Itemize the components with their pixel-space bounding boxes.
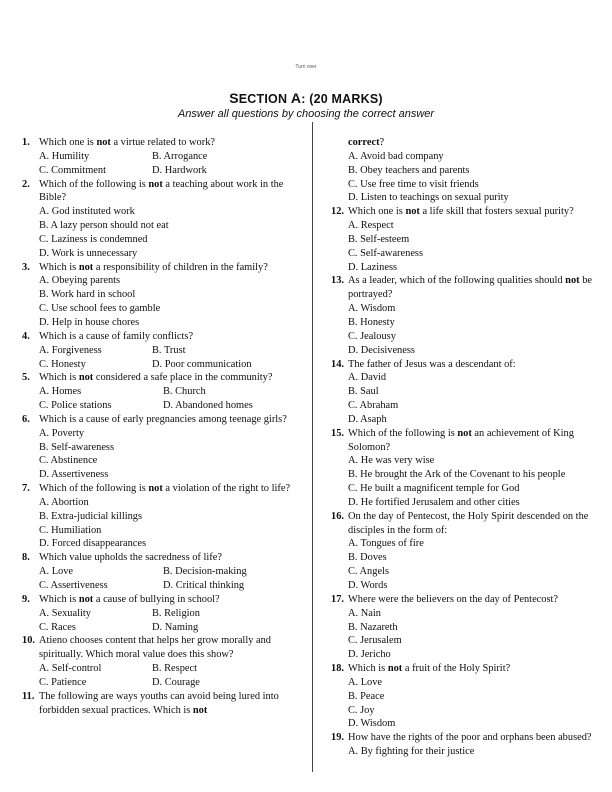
question-6: 6. Which is a cause of early pregnancies among teenage girls? A. Poverty B. Self-awareness C. Abstinence D. Assertiveness	[22, 413, 300, 482]
option: C. Jealousy	[348, 330, 396, 342]
option: A. Tongues of fire	[348, 538, 424, 550]
option: C. Jerusalem	[348, 635, 402, 647]
left-column	[22, 136, 300, 717]
section-title: SECTION A: (20 MARKS)	[229, 90, 383, 106]
option: D. Poor communication	[152, 358, 252, 370]
option: C. Abraham	[348, 400, 399, 412]
question-4: 4. Which is a cause of family conflicts? A. Forgiveness B. Trust C. Honesty D. Poor communication	[22, 330, 300, 372]
question-1: 1. Which one is not a virtue related to work? A. Humility B. Arrogance C. Commitment D. Hardwork	[22, 136, 300, 178]
option: C. Abstinence	[39, 455, 98, 467]
option: D. Hardwork	[152, 164, 207, 176]
option: C. Humiliation	[39, 524, 102, 536]
option: A. Love	[39, 566, 74, 578]
column-divider	[312, 122, 313, 772]
option: A. Nain	[348, 607, 381, 619]
question-18: 18. Which is not a fruit of the Holy Spirit? A. Love B. Peace C. Joy D. Wisdom	[331, 662, 601, 731]
option: D. Words	[348, 580, 388, 591]
question-16: 16. On the day of Pentecost, the Holy Spirit descended on the disciples in the form of: A. Tongues of fire B. Doves C. Angels D. Words	[331, 510, 601, 593]
question-17: 17. Where were the believers on the day of Pentecost? A. Nain B. Nazareth C. Jerusalem D. Jericho	[331, 593, 601, 662]
option: C. Patience	[39, 676, 87, 688]
option: A. By fighting for their justice	[348, 746, 475, 758]
question-7: 7. Which of the following is not a violation of the right to life? A. Abortion B. Extra-judicial killings C. Humiliation D. Forced disappearances	[22, 482, 300, 551]
option: C. He built a magnificent temple for God	[348, 483, 520, 495]
option: B. Doves	[348, 552, 387, 564]
option: C. Police stations	[39, 400, 112, 412]
option: A. God instituted work	[39, 206, 135, 218]
question-10: 10. Atieno chooses content that helps her grow morally and spiritually. Which moral value does this show? A. Self-control B. Respect C. Patience D. Courage	[22, 634, 300, 689]
option: B. Nazareth	[348, 621, 398, 633]
option: B. He brought the Ark of the Covenant to his people	[348, 469, 566, 481]
option: D. Jericho	[348, 649, 391, 661]
option: C. Use school fees to gamble	[39, 303, 161, 315]
option: D. Laziness	[348, 261, 398, 273]
option: C. Laziness is condemned	[39, 233, 148, 245]
option: A. Wisdom	[348, 303, 396, 315]
option: C. Honesty	[39, 358, 86, 370]
option: A. Avoid bad company	[348, 150, 444, 162]
question-15: 15. Which of the following is not an achievement of King Solomon? A. He was very wise B. He brought the Ark of the Covenant to his people C. He built a magnificent temple for God D. He fortified Jerusalem and other cities	[331, 427, 601, 510]
option: B. Self-esteem	[348, 233, 410, 245]
question-19: 19. How have the rights of the poor and orphans been abused? A. By fighting for their justice	[331, 731, 601, 759]
option: C. Use free time to visit friends	[348, 178, 479, 190]
option: A. Homes	[39, 386, 82, 398]
page-marker: Turn over	[295, 64, 317, 70]
option: A. David	[348, 372, 387, 384]
option: D. Forced disappearances	[39, 538, 147, 550]
option: B. Religion	[152, 607, 200, 619]
option: C. Races	[39, 621, 76, 633]
section-instruction: Answer all questions by choosing the correct answer	[177, 108, 435, 120]
option: B. A lazy person should not eat	[39, 220, 169, 232]
option: A. Poverty	[39, 427, 85, 439]
question-3: 3. Which is not a responsibility of children in the family? A. Obeying parents B. Work hard in school C. Use school fees to gamble D. Help in house chores	[22, 261, 300, 330]
option: A. Respect	[348, 220, 394, 232]
question-8: 8. Which value upholds the sacredness of life? A. Love B. Decision-making C. Assertiveness D. Critical thinking	[22, 551, 300, 593]
question-12: 12. Which one is not a life skill that fosters sexual purity? A. Respect B. Self-esteem C. Self-awareness D. Laziness	[331, 205, 601, 274]
question-5: 5. Which is not considered a safe place in the community? A. Homes B. Church C. Police stations D. Abandoned homes	[22, 371, 300, 413]
option: B. Self-awareness	[39, 441, 115, 453]
option: D. Courage	[152, 676, 200, 688]
option: B. Obey teachers and parents	[348, 164, 470, 176]
option: B. Saul	[348, 386, 379, 398]
option: B. Respect	[152, 663, 198, 675]
option: D. Abandoned homes	[163, 400, 253, 412]
option: C. Assertiveness	[39, 580, 108, 591]
option: A. He was very wise	[348, 455, 435, 467]
option: B. Peace	[348, 690, 385, 702]
option: D. Naming	[152, 621, 199, 633]
option: D. Asaph	[348, 413, 387, 425]
question-11-continued: correct? A. Avoid bad company B. Obey teachers and parents C. Use free time to visit friends D. Listen to teachings on sexual purity	[331, 136, 601, 205]
question-14: 14. The father of Jesus was a descendant of: A. David B. Saul C. Abraham D. Asaph	[331, 358, 601, 427]
right-column	[331, 136, 601, 759]
question-9: 9. Which is not a cause of bullying in school? A. Sexuality B. Religion C. Races D. Naming	[22, 593, 300, 635]
option: D. Listen to teachings on sexual purity	[348, 192, 509, 204]
question-11: 11. The following are ways youths can avoid being lured into forbidden sexual practices. Which is not	[22, 690, 279, 716]
option: C. Angels	[348, 566, 389, 578]
option: B. Work hard in school	[39, 289, 136, 301]
option: A. Abortion	[39, 496, 89, 508]
option: A. Self-control	[39, 663, 102, 675]
option: C. Self-awareness	[348, 247, 424, 259]
option: B. Extra-judicial killings	[39, 510, 143, 522]
question-13: 13. As a leader, which of the following qualities should not be portrayed? A. Wisdom B. Honesty C. Jealousy D. Decisiveness	[331, 274, 601, 357]
option: B. Trust	[152, 344, 186, 356]
option: D. Assertiveness	[39, 469, 109, 481]
option: A. Forgiveness	[39, 344, 102, 356]
option: A. Love	[348, 676, 383, 688]
option: B. Church	[163, 386, 206, 398]
option: A. Sexuality	[39, 607, 91, 619]
question-2: 2. Which of the following is not a teaching about work in the Bible? A. God instituted work B. A lazy person should not eat C. Laziness is condemned D. Work is unnecessary	[22, 178, 300, 261]
option: A. Obeying parents	[39, 275, 121, 287]
option: D. Decisiveness	[348, 344, 415, 356]
option: C. Commitment	[39, 164, 106, 176]
option: D. Work is unnecessary	[39, 247, 138, 259]
option: B. Honesty	[348, 316, 395, 328]
option: C. Joy	[348, 704, 375, 716]
option: B. Arrogance	[152, 150, 208, 162]
option: D. Help in house chores	[39, 316, 140, 328]
option: D. Wisdom	[348, 718, 396, 730]
option: D. He fortified Jerusalem and other cities	[348, 496, 520, 508]
option: B. Decision-making	[163, 566, 247, 578]
option: A. Humility	[39, 150, 90, 162]
option: D. Critical thinking	[163, 580, 245, 591]
